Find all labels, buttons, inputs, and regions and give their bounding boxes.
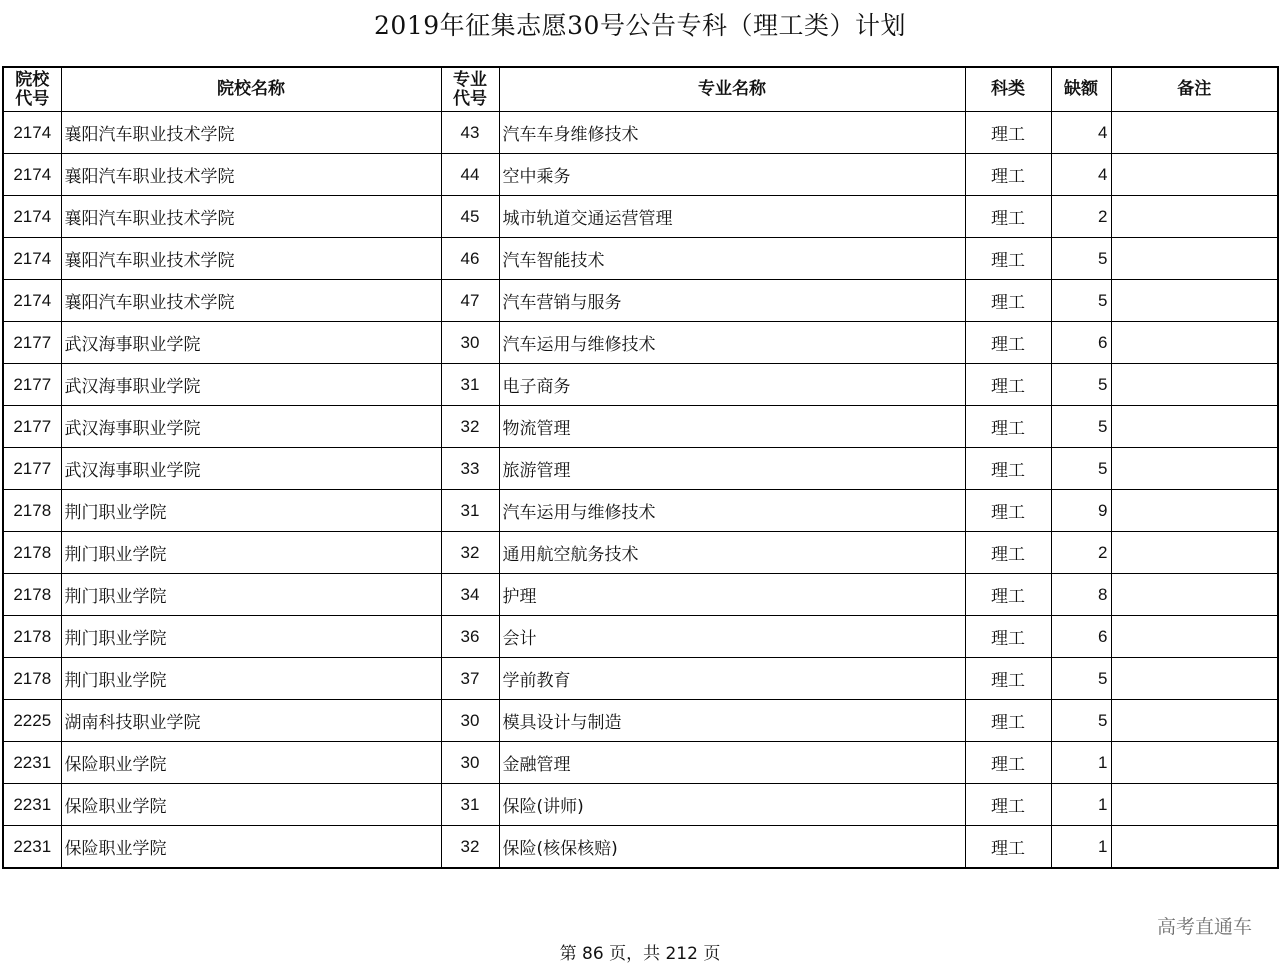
- cell-category: 理工: [965, 448, 1051, 490]
- table-row: [3, 154, 1278, 196]
- cell-major-code: 36: [441, 616, 499, 658]
- cell-school-code: 2231: [3, 784, 61, 826]
- cell-major-code: 34: [441, 574, 499, 616]
- page-footer: 第 86 页，共 212 页: [559, 944, 721, 964]
- cell-remarks: [1111, 448, 1278, 490]
- cell-school-code: 2177: [3, 448, 61, 490]
- cell-major-name: 保险(讲师): [499, 784, 965, 826]
- cell-school-code: 2174: [3, 112, 61, 154]
- cell-quota: 6: [1051, 322, 1111, 364]
- cell-remarks: [1111, 658, 1278, 700]
- cell-category: 理工: [965, 742, 1051, 784]
- cell-category: 理工: [965, 616, 1051, 658]
- cell-major-code: 31: [441, 490, 499, 532]
- table-header-row: [3, 67, 1278, 112]
- cell-category: 理工: [965, 490, 1051, 532]
- cell-major-code: 31: [441, 364, 499, 406]
- header-remarks: 备注: [1111, 67, 1278, 112]
- cell-major-code: 37: [441, 658, 499, 700]
- cell-major-name: 电子商务: [499, 364, 965, 406]
- table-row: [3, 742, 1278, 784]
- cell-major-code: 43: [441, 112, 499, 154]
- watermark-text: 高考直通车: [1156, 916, 1252, 938]
- cell-major-code: 30: [441, 322, 499, 364]
- header-quota: 缺额: [1051, 67, 1111, 112]
- table-row: [3, 364, 1278, 406]
- plan-table: [2, 66, 1279, 869]
- cell-school-name: 襄阳汽车职业技术学院: [61, 280, 441, 322]
- cell-category: 理工: [965, 406, 1051, 448]
- page-title: 2019年征集志愿30号公告专科（理工类）计划: [374, 11, 906, 40]
- cell-category: 理工: [965, 364, 1051, 406]
- cell-remarks: [1111, 238, 1278, 280]
- cell-quota: 8: [1051, 574, 1111, 616]
- cell-school-code: 2178: [3, 616, 61, 658]
- cell-major-name: 汽车智能技术: [499, 238, 965, 280]
- table-row: [3, 784, 1278, 826]
- cell-remarks: [1111, 112, 1278, 154]
- table-row: [3, 280, 1278, 322]
- cell-category: 理工: [965, 700, 1051, 742]
- cell-quota: 5: [1051, 238, 1111, 280]
- table-row: [3, 238, 1278, 280]
- cell-school-name: 荆门职业学院: [61, 532, 441, 574]
- cell-remarks: [1111, 322, 1278, 364]
- cell-school-name: 武汉海事职业学院: [61, 364, 441, 406]
- cell-category: 理工: [965, 574, 1051, 616]
- cell-category: 理工: [965, 112, 1051, 154]
- cell-major-code: 47: [441, 280, 499, 322]
- header-category: 科类: [965, 67, 1051, 112]
- cell-category: 理工: [965, 322, 1051, 364]
- cell-school-name: 荆门职业学院: [61, 616, 441, 658]
- table-row: [3, 826, 1278, 869]
- cell-school-name: 武汉海事职业学院: [61, 322, 441, 364]
- cell-major-code: 33: [441, 448, 499, 490]
- cell-major-name: 汽车运用与维修技术: [499, 322, 965, 364]
- cell-category: 理工: [965, 826, 1051, 869]
- cell-remarks: [1111, 196, 1278, 238]
- cell-category: 理工: [965, 196, 1051, 238]
- cell-quota: 4: [1051, 112, 1111, 154]
- cell-remarks: [1111, 700, 1278, 742]
- cell-school-name: 荆门职业学院: [61, 658, 441, 700]
- table-row: [3, 322, 1278, 364]
- cell-school-name: 武汉海事职业学院: [61, 406, 441, 448]
- cell-school-code: 2231: [3, 826, 61, 869]
- cell-remarks: [1111, 742, 1278, 784]
- cell-major-code: 32: [441, 532, 499, 574]
- cell-school-code: 2177: [3, 364, 61, 406]
- header-major-code: 专业代号: [441, 67, 499, 112]
- cell-remarks: [1111, 532, 1278, 574]
- cell-category: 理工: [965, 784, 1051, 826]
- cell-school-code: 2174: [3, 154, 61, 196]
- cell-quota: 1: [1051, 826, 1111, 869]
- cell-quota: 9: [1051, 490, 1111, 532]
- cell-school-name: 保险职业学院: [61, 826, 441, 869]
- cell-quota: 2: [1051, 532, 1111, 574]
- cell-major-code: 31: [441, 784, 499, 826]
- cell-major-code: 30: [441, 700, 499, 742]
- cell-remarks: [1111, 574, 1278, 616]
- cell-quota: 4: [1051, 154, 1111, 196]
- cell-school-code: 2225: [3, 700, 61, 742]
- header-major-name: 专业名称: [499, 67, 965, 112]
- cell-quota: 5: [1051, 280, 1111, 322]
- cell-school-name: 荆门职业学院: [61, 574, 441, 616]
- cell-major-name: 物流管理: [499, 406, 965, 448]
- table-body: [3, 112, 1278, 869]
- cell-major-code: 44: [441, 154, 499, 196]
- cell-school-code: 2178: [3, 490, 61, 532]
- cell-school-code: 2174: [3, 196, 61, 238]
- cell-category: 理工: [965, 238, 1051, 280]
- cell-quota: 2: [1051, 196, 1111, 238]
- cell-quota: 1: [1051, 742, 1111, 784]
- cell-school-code: 2174: [3, 238, 61, 280]
- table-row: [3, 532, 1278, 574]
- cell-major-code: 46: [441, 238, 499, 280]
- cell-category: 理工: [965, 532, 1051, 574]
- cell-major-name: 护理: [499, 574, 965, 616]
- cell-category: 理工: [965, 280, 1051, 322]
- cell-remarks: [1111, 490, 1278, 532]
- cell-school-code: 2177: [3, 322, 61, 364]
- cell-remarks: [1111, 154, 1278, 196]
- cell-quota: 1: [1051, 784, 1111, 826]
- cell-quota: 6: [1051, 616, 1111, 658]
- table-row: [3, 448, 1278, 490]
- cell-major-name: 学前教育: [499, 658, 965, 700]
- cell-school-code: 2231: [3, 742, 61, 784]
- cell-remarks: [1111, 784, 1278, 826]
- cell-category: 理工: [965, 154, 1051, 196]
- cell-remarks: [1111, 364, 1278, 406]
- cell-quota: 5: [1051, 406, 1111, 448]
- cell-quota: 5: [1051, 700, 1111, 742]
- cell-major-name: 城市轨道交通运营管理: [499, 196, 965, 238]
- header-school-code: 院校代号: [3, 67, 61, 112]
- cell-school-name: 襄阳汽车职业技术学院: [61, 196, 441, 238]
- cell-school-code: 2177: [3, 406, 61, 448]
- cell-school-name: 襄阳汽车职业技术学院: [61, 112, 441, 154]
- cell-school-code: 2178: [3, 532, 61, 574]
- cell-major-name: 保险(核保核赔): [499, 826, 965, 869]
- cell-remarks: [1111, 616, 1278, 658]
- cell-major-name: 模具设计与制造: [499, 700, 965, 742]
- cell-remarks: [1111, 406, 1278, 448]
- table-row: [3, 196, 1278, 238]
- table-row: [3, 658, 1278, 700]
- cell-major-name: 金融管理: [499, 742, 965, 784]
- cell-remarks: [1111, 826, 1278, 869]
- cell-school-code: 2178: [3, 658, 61, 700]
- cell-major-code: 30: [441, 742, 499, 784]
- table-row: [3, 574, 1278, 616]
- cell-major-name: 会计: [499, 616, 965, 658]
- cell-major-name: 汽车车身维修技术: [499, 112, 965, 154]
- cell-quota: 5: [1051, 448, 1111, 490]
- cell-major-code: 32: [441, 826, 499, 869]
- cell-remarks: [1111, 280, 1278, 322]
- cell-category: 理工: [965, 658, 1051, 700]
- cell-major-name: 汽车营销与服务: [499, 280, 965, 322]
- cell-major-name: 旅游管理: [499, 448, 965, 490]
- cell-school-name: 保险职业学院: [61, 742, 441, 784]
- table-row: [3, 406, 1278, 448]
- cell-major-name: 通用航空航务技术: [499, 532, 965, 574]
- cell-quota: 5: [1051, 658, 1111, 700]
- cell-school-name: 襄阳汽车职业技术学院: [61, 154, 441, 196]
- cell-major-code: 32: [441, 406, 499, 448]
- table-row: [3, 490, 1278, 532]
- cell-school-name: 襄阳汽车职业技术学院: [61, 238, 441, 280]
- cell-quota: 5: [1051, 364, 1111, 406]
- table-row: [3, 616, 1278, 658]
- cell-major-code: 45: [441, 196, 499, 238]
- cell-school-name: 保险职业学院: [61, 784, 441, 826]
- cell-major-name: 汽车运用与维修技术: [499, 490, 965, 532]
- table-row: [3, 700, 1278, 742]
- cell-major-name: 空中乘务: [499, 154, 965, 196]
- cell-school-name: 武汉海事职业学院: [61, 448, 441, 490]
- header-school-name: 院校名称: [61, 67, 441, 112]
- table-row: [3, 112, 1278, 154]
- cell-school-name: 荆门职业学院: [61, 490, 441, 532]
- cell-school-code: 2174: [3, 280, 61, 322]
- cell-school-name: 湖南科技职业学院: [61, 700, 441, 742]
- cell-school-code: 2178: [3, 574, 61, 616]
